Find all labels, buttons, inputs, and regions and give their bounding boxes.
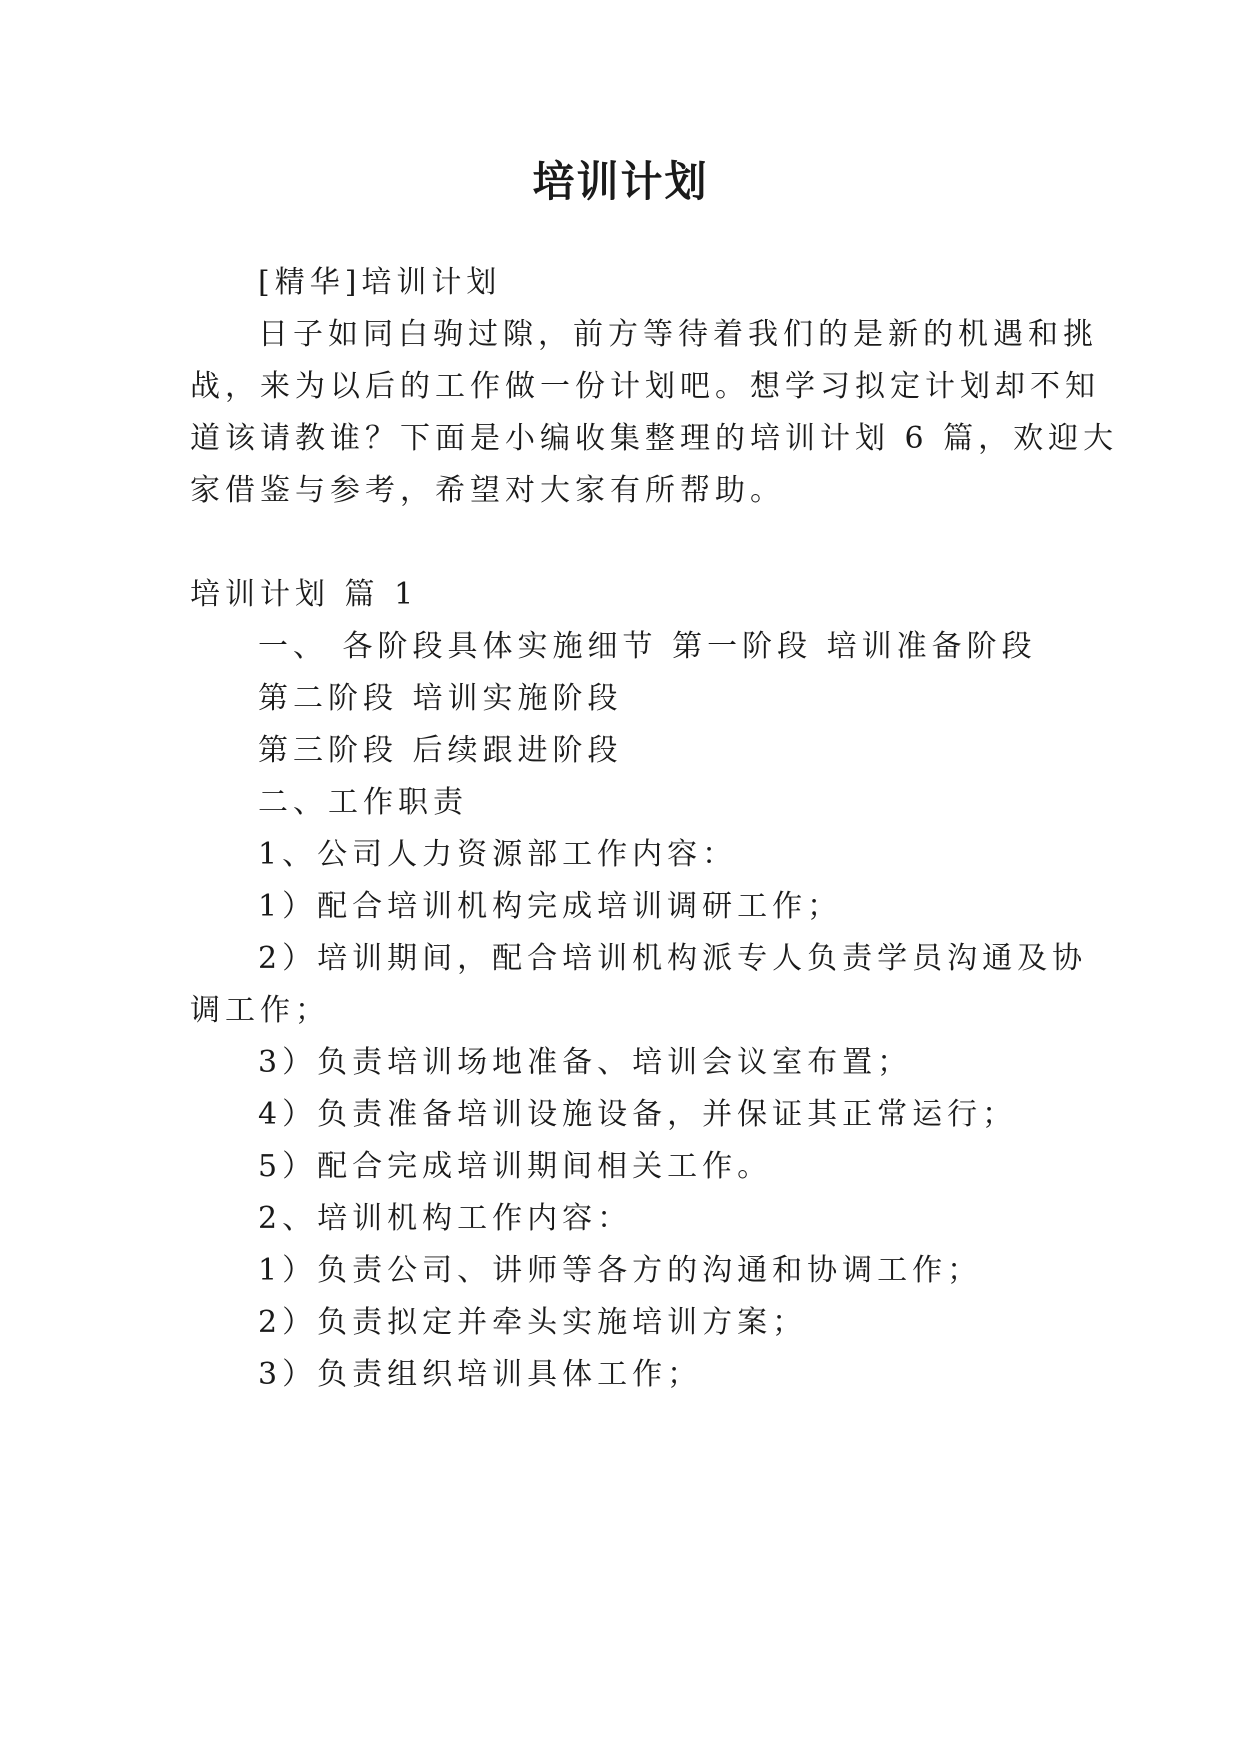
hr-duty-item: 1）配合培训机构完成培训调研工作；: [258, 889, 843, 924]
agency-duties-heading: 2、培训机构工作内容：: [258, 1201, 633, 1236]
hr-duty-item: 3）负责培训场地准备、培训会议室布置；: [258, 1045, 913, 1080]
hr-duty-item: 5）配合完成培训期间相关工作。: [258, 1149, 773, 1184]
intro-paragraph-line-3: 道该请教谁？下面是小编收集整理的培训计划 6 篇，欢迎大: [190, 421, 1119, 456]
hr-duties-heading: 1、公司人力资源部工作内容：: [258, 837, 738, 872]
agency-duty-item: 2）负责拟定并牵头实施培训方案；: [258, 1305, 808, 1340]
stages-line-1: 一、 各阶段具体实施细节 第一阶段 培训准备阶段: [258, 629, 1037, 664]
intro-paragraph-line-1: 日子如同白驹过隙，前方等待着我们的是新的机遇和挑: [258, 317, 1098, 352]
stages-line-3: 第三阶段 后续跟进阶段: [258, 733, 623, 768]
document-title: 培训计划: [532, 157, 709, 206]
hr-duty-item-continued: 调工作；: [190, 993, 330, 1028]
hr-duty-item: 4）负责准备培训设施设备，并保证其正常运行；: [258, 1097, 1018, 1132]
section-heading: 培训计划 篇 1: [190, 577, 419, 612]
stages-line-2: 第二阶段 培训实施阶段: [258, 681, 623, 716]
hr-duty-item: 2）培训期间，配合培训机构派专人负责学员沟通及协: [258, 941, 1088, 976]
duties-heading: 二、工作职责: [258, 785, 468, 820]
intro-paragraph-line-4: 家借鉴与参考，希望对大家有所帮助。: [190, 473, 785, 508]
agency-duty-item: 3）负责组织培训具体工作；: [258, 1357, 703, 1392]
intro-paragraph-line-2: 战，来为以后的工作做一份计划吧。想学习拟定计划却不知: [190, 369, 1100, 404]
agency-duty-item: 1）负责公司、讲师等各方的沟通和协调工作；: [258, 1253, 983, 1288]
intro-heading: [精华]培训计划: [258, 265, 502, 300]
